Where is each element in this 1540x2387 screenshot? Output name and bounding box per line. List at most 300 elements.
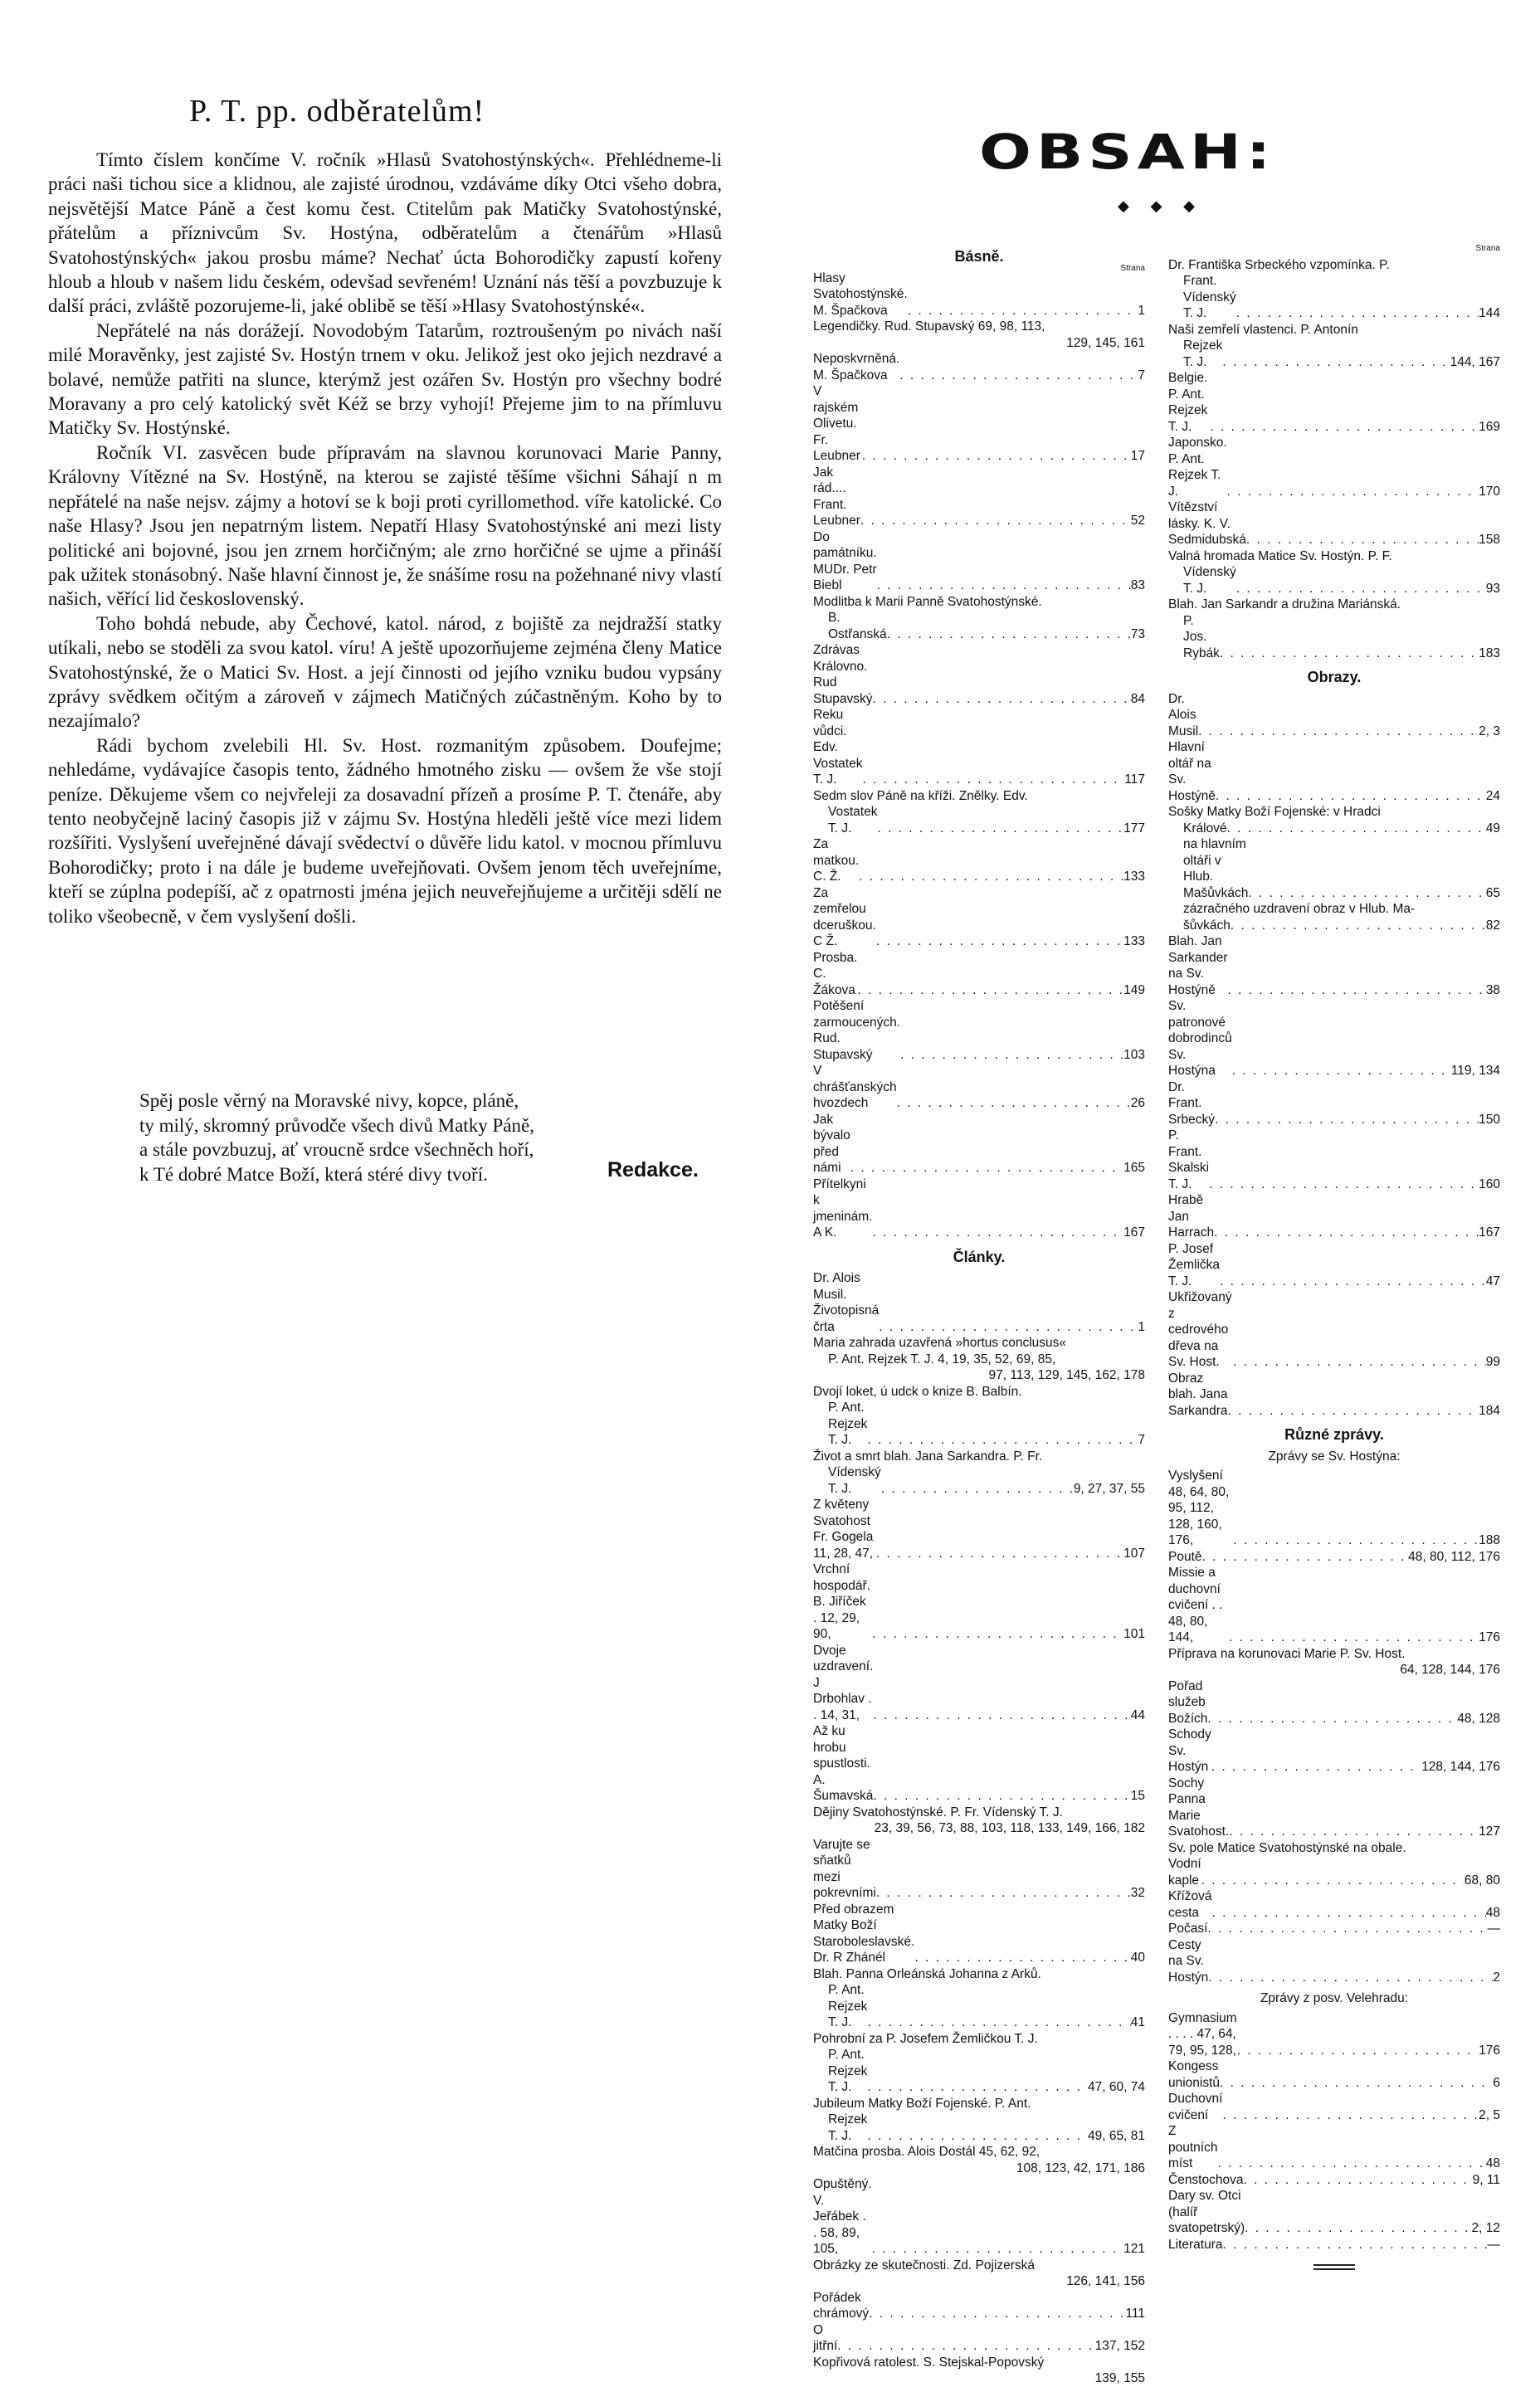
toc-entry-title: Křížová cesta (1168, 1889, 1212, 1920)
toc-entry (813, 1982, 1145, 2031)
toc-entry-title: Jak bývalo před námi (813, 1112, 850, 1175)
toc-page-number: 176 (1479, 2043, 1500, 2058)
toc-entry-title: Sedm slov Páně na kříži. Znělky. Edv. (813, 788, 1028, 803)
leader-dots (1232, 1063, 1451, 1079)
leader-dots (867, 2014, 1130, 2031)
leader-dots (1207, 1921, 1487, 1937)
toc-entry (1168, 1727, 1500, 1776)
leader-dots (1222, 2107, 1479, 2124)
toc-entry (813, 1335, 1145, 1352)
toc-page-numbers: 97, 113, 129, 145, 162, 178 (988, 1368, 1145, 1382)
toc-entry (813, 1176, 1145, 1241)
toc-entry (1168, 338, 1500, 370)
closing-rule (1313, 2264, 1355, 2270)
toc-page-number: 117 (1124, 772, 1145, 787)
toc-page-number: — (1487, 2237, 1500, 2252)
toc-entry-title: Jubileum Matky Boží Fojenské. P. Ant. (813, 2096, 1031, 2111)
leader-dots (1233, 1354, 1486, 1371)
toc-entry-title: Hlasy Svatohostýnské. M. Špačkova (813, 270, 908, 318)
toc-entry (813, 1837, 1145, 1902)
leader-dots (867, 2128, 1088, 2145)
toc-page-number: 177 (1123, 821, 1145, 835)
toc-page-number: 111 (1125, 2307, 1145, 2321)
toc-page-number: 128, 144, 176 (1421, 1760, 1500, 1774)
leader-dots (850, 1160, 1123, 1176)
toc-entry (813, 1561, 1145, 1643)
leader-dots (1248, 885, 1485, 902)
toc-page-number: 2, 5 (1479, 2107, 1500, 2122)
toc-entry (1168, 2172, 1500, 2189)
leader-dots (837, 2338, 1094, 2355)
toc-entry-title: Do památníku. MUDr. Petr Biebl (813, 529, 877, 592)
leader-dots (873, 1225, 1124, 1241)
toc-entry (1168, 1468, 1500, 1549)
leader-dots (1215, 1112, 1479, 1128)
leader-dots (1209, 1176, 1479, 1193)
toc-entry-title: Potěšení zarmoucených. Rud. Stupavský (813, 999, 901, 1062)
toc-entry-title: Prosba. C. Žákova (813, 950, 858, 997)
toc-entry (813, 2258, 1145, 2274)
toc-entry (1168, 739, 1500, 804)
leader-dots (873, 1788, 1130, 1805)
toc-page-number: 93 (1485, 581, 1500, 596)
toc-entry-title: Život a smrt blah. Jana Sarkandra. P. Fr. (813, 1449, 1043, 1464)
toc-entry (813, 1270, 1145, 1335)
toc-entry-title: Před obrazem Matky Boží Staroboleslavské. Dr. R Zhánél (813, 1902, 915, 1965)
left-page (0, 0, 772, 1245)
toc-entry-title: Zdrávas Královno. Rud Stupavský (813, 643, 873, 706)
toc-page-number: 41 (1130, 2015, 1145, 2029)
toc-entry (813, 351, 1145, 383)
toc-page-number: 47 (1485, 1274, 1500, 1288)
leader-dots (1202, 1549, 1409, 1566)
paragraph: Toho bohdá nebude, aby Čechové, katol. národ, z bojiště za nejdražší statky utíkali, nebo se stoděli za svou katol. víru! A ještě upozorňujeme zejména členy Matice Svatohostýnské, že o Matici Sv. Host. a její činnosti od jejího vzniku budou vypsány zprávy svědkem očitým a zároveň v zájmech Matičných zúčastněným. Koho by to nezajímalo? (48, 612, 722, 732)
toc-entry (1168, 613, 1500, 662)
toc-entry-title: Neposkvrněná. M. Špačkova (813, 352, 900, 382)
toc-page-number: 52 (1130, 514, 1145, 528)
toc-page-number: 65 (1485, 885, 1500, 900)
leader-dots (1208, 1970, 1493, 1986)
toc-entry (1168, 1678, 1500, 1727)
leader-dots (879, 1319, 1138, 1336)
toc-entry-title: P. Ant. Rejzek T. J. (828, 2048, 868, 2094)
toc-page-number: 2, 3 (1479, 723, 1500, 738)
toc-page-number: 165 (1123, 1161, 1145, 1175)
toc-entry (813, 465, 1145, 529)
toc-page-number: — (1487, 1922, 1500, 1936)
leader-dots (862, 772, 1124, 788)
leader-dots (1243, 2172, 1472, 2189)
toc-page-number: 101 (1123, 1627, 1145, 1641)
toc-entry (1168, 548, 1500, 565)
toc-entry-title: Hlavní oltář na Sv. Hostýně (1168, 740, 1216, 803)
leader-dots (1246, 532, 1479, 548)
news-list (1168, 1468, 1500, 1985)
toc-entry-title: Rejzek T. J. (1183, 339, 1223, 369)
toc-entry (813, 1723, 1145, 1805)
leader-dots (859, 869, 1123, 885)
toc-entry (1168, 2010, 1500, 2059)
toc-entry (813, 2290, 1145, 2322)
toc-entry (1168, 918, 1500, 934)
leader-dots (1201, 1873, 1464, 1889)
toc-page-number: 103 (1123, 1047, 1145, 1062)
toc-page-number: 83 (1130, 578, 1145, 592)
toc-entry (813, 270, 1145, 319)
toc-entry-title: Sv. pole Matice Svatohostýnské na obale. (1168, 1840, 1406, 1855)
leader-dots (1228, 1403, 1479, 1420)
toc-page-number: 48 (1485, 1905, 1500, 1920)
toc-page-number: 99 (1485, 1355, 1500, 1369)
contents-title: OBSAH: (979, 124, 1276, 181)
toc-entry (813, 1352, 1145, 1368)
leader-dots (1237, 2043, 1479, 2059)
toc-entry (1168, 2188, 1500, 2237)
toc-page-number: 40 (1130, 1951, 1145, 1965)
toc-entry-title: Dvojí loket, ú udck o knize B. Balbín. (813, 1384, 1022, 1399)
toc-entry-title: Japonsko. P. Ant. Rejzek T. J. (1168, 436, 1227, 499)
toc-page-number: 144 (1479, 306, 1500, 320)
toc-page-number: 48, 80, 112, 176 (1408, 1549, 1500, 1564)
toc-entry-title: Počasí (1168, 1922, 1208, 1936)
toc-entry-title: O jitřní (813, 2322, 838, 2353)
toc-page-numbers: 129, 145, 161 (1066, 335, 1145, 350)
toc-entry (1168, 1921, 1500, 1937)
section-heading: Básně. Strana (813, 249, 1145, 265)
toc-page-number: 1 (1138, 1319, 1145, 1334)
leader-dots (1227, 484, 1479, 500)
subsection-heading: Zprávy z posv. Velehradu: (1260, 1991, 1409, 2005)
toc-entry-title: Dějiny Svatohostýnské. P. Fr. Vídenský T. J. (813, 1805, 1063, 1819)
toc-entry-title: B. Ostřanská (828, 611, 887, 641)
leader-dots (867, 2079, 1088, 2096)
toc-page-number: 49 (1485, 821, 1500, 835)
toc-entry (813, 383, 1145, 465)
toc-page-number: 144, 167 (1450, 354, 1500, 369)
toc-entry-title: Hrabě Jan Harrach (1168, 1193, 1215, 1240)
toc-page-number: 119, 134 (1450, 1064, 1500, 1078)
toc-entry-title: Dr. Alois Musil (1168, 691, 1199, 738)
leader-dots (1222, 354, 1450, 371)
toc-entry-title: Pohrobní za P. Josefem Žemličkou T. J. (813, 2031, 1038, 2046)
toc-entry (1168, 1856, 1500, 1888)
leader-dots (908, 303, 1138, 319)
toc-entry-title: Matčina prosba. Alois Dostál 45, 62, 92, (813, 2145, 1040, 2159)
leader-dots (1227, 821, 1486, 837)
toc-entry-title: Blah. Jan Sarkandr a družina Mariánská. (1168, 597, 1401, 611)
section-heading: Různé zprávy. (1284, 1426, 1384, 1443)
velehrad-news-list (1168, 2010, 1500, 2253)
toc-entry (813, 1400, 1145, 1449)
leader-dots (1228, 982, 1486, 999)
toc-page-number: 38 (1485, 982, 1500, 997)
leader-dots (900, 1047, 1123, 1064)
toc-page-number: 48, 128 (1457, 1711, 1500, 1726)
toc-entry-title: Vídenský T. J. (828, 1465, 881, 1496)
toc-page-number: 73 (1130, 626, 1145, 641)
toc-entry (1168, 1565, 1500, 1646)
toc-page-number: 160 (1479, 1176, 1500, 1191)
toc-entry (1168, 1646, 1500, 1663)
leader-dots (881, 1481, 1074, 1498)
toc-page-numbers: 64, 128, 144, 176 (1400, 1663, 1500, 1677)
toc-entry-title: Dary sv. Otci (halíř svatopetrský) (1168, 2189, 1245, 2235)
toc-page-number: 2 (1493, 1970, 1500, 1985)
toc-entry (813, 788, 1145, 805)
toc-entry (1168, 998, 1500, 1079)
toc-entry-title: Legendičky. Rud. Stupavský 69, 98, 113, (813, 319, 1045, 334)
leader-dots (1231, 918, 1486, 934)
toc-entry (813, 2096, 1145, 2112)
toc-entry-title: P. Jos. Rybák (1183, 613, 1220, 660)
toc-entry (1168, 564, 1500, 597)
toc-entry-title: Blah. Panna Orleánská Johanna z Arků. (813, 1966, 1041, 1981)
section-heading: Obrazy. (1307, 669, 1362, 685)
toc-page-number: 158 (1479, 533, 1500, 547)
poem (139, 1089, 679, 1186)
toc-entry-title: Modlitba k Marii Panně Svatohostýnské. (813, 594, 1042, 609)
toc-entry-title: V rajském Olivetu. Fr. Leubner (813, 384, 860, 463)
toc-entry (1168, 1128, 1500, 1192)
poem-line: Spěj posle věrný na Moravské nivy, kopce, pláně, (139, 1090, 519, 1111)
toc-entry-title: Dr. Alois Musil. Životopisná črta (813, 1271, 880, 1334)
toc-entry (813, 319, 1145, 335)
leader-dots (1217, 2156, 1485, 2172)
signature: Redakce. (607, 1158, 699, 1181)
toc-entry (813, 2031, 1145, 2048)
toc-entry-title: Blah. Jan Sarkander na Sv. Hostýně (1168, 934, 1228, 997)
toc-page-number: 188 (1479, 1533, 1500, 1547)
toc-page-number: 44 (1130, 1707, 1145, 1722)
toc-entry-title: Duchovní cvičení (1168, 2092, 1223, 2122)
toc-entry (813, 1063, 1145, 1112)
toc-entry-title: Z květeny Svatohost Fr. Gogela 11, 28, 47, (813, 1498, 874, 1561)
toc-entry-title: Vídenský T. J. (1183, 565, 1236, 596)
toc-entry (1168, 1241, 1500, 1290)
toc-entry-title: Vodní kaple (1168, 1857, 1201, 1888)
poem-line: ty milý, skromný průvodče všech divů Matky Páně, (139, 1114, 534, 1136)
leader-dots (877, 821, 1123, 837)
toc-entry (1168, 901, 1500, 918)
toc-entry (1168, 691, 1500, 740)
toc-entry-title: Pořádek chrámový (813, 2290, 870, 2321)
toc-page-number: 7 (1138, 1433, 1145, 1447)
leader-dots (862, 448, 1131, 465)
toc-entry (1168, 1888, 1500, 1921)
toc-entry-title: Čenstochova (1168, 2172, 1244, 2187)
toc-entry-title: Kopřivová ratolest. S. Stejskal-Popovský (813, 2355, 1045, 2370)
strana-label: Strana (1120, 264, 1145, 273)
toc-entry (1168, 273, 1500, 322)
toc-page-number: 32 (1130, 1886, 1145, 1900)
articles-list (813, 1270, 1145, 2387)
toc-entry (1168, 322, 1500, 339)
toc-entry (1168, 435, 1500, 499)
toc-entry (1168, 1937, 1500, 1986)
page-title: P. T. pp. odběratelům! (189, 94, 485, 129)
toc-page-number: 9, 27, 37, 55 (1073, 1481, 1145, 1496)
section-heading: Články. (953, 1248, 1006, 1265)
toc-page-number: 184 (1479, 1403, 1500, 1418)
toc-page-number: 133 (1123, 870, 1145, 884)
leader-dots (1212, 1905, 1486, 1922)
toc-page-number: 107 (1123, 1546, 1145, 1561)
toc-entry-title: Vyslyšení 48, 64, 80, 95, 112, 128, 160, 176, (1168, 1469, 1230, 1547)
toc-entry-title: Vrchní hospodář. B. Jiříček . 12, 29, 90, (813, 1562, 870, 1641)
contents-column-left (813, 241, 1145, 2387)
toc-entry-title: Obrázky ze skutečnosti. Zd. Pojizerská (813, 2258, 1036, 2273)
leader-dots (1210, 419, 1479, 436)
toc-entry (813, 529, 1145, 594)
toc-entry (813, 836, 1145, 885)
toc-entry (1168, 2058, 1500, 2091)
leader-dots (877, 577, 1131, 594)
paragraph: Ročník VI. zasvěcen bude přípravám na slavnou korunovaci Marie Panny, Královny Vítězné na Sv. Hostýně, na kterou se zajisté těšíme všichni Sáhají n m nepřátelé na naše nejsv. zájmy a hotoví se k boji proti cyrillomethod. víře katolické. Co naše Hlasy? Jsou jen nepatrným listem. Nepatří Hlasy Svatohostýnské ani mezi listy politické ani bojovné, jsou jen zrnem horčičným; ale zrno horčičné se ujme a přináší pak užitek stonásobný. Naše hlavní činnost je, že snášíme rosu na požehnané nivy vlastí našich, věřící lid československý. (48, 441, 722, 610)
leader-dots (1220, 645, 1479, 662)
toc-page-number: 127 (1479, 1824, 1500, 1839)
toc-entry-title: Opuštěný. V. Jeřábek . . 58, 89, 105, (813, 2177, 872, 2256)
leader-dots (872, 1626, 1123, 1643)
leader-dots (869, 2306, 1125, 2322)
toc-entry-title: Příprava na korunovaci Marie P. Sv. Host. (1168, 1646, 1406, 1661)
toc-entry-title: Valná hromada Matice Sv. Hostýn. P. F. (1168, 548, 1392, 563)
toc-entry-title: Dvoje uzdravení. J Drbohlav . . 14, 31, (813, 1643, 874, 1722)
toc-entry-title: šůvkách (1183, 918, 1231, 933)
leader-dots (857, 982, 1123, 999)
toc-entry (813, 2047, 1145, 2096)
paragraph: Rádi bychom zvelebili Hl. Sv. Host. rozmanitým způsobem. Doufejme; nehledáme, vydávajíce časopis tento, žádného hmotného zisku — ovšem že vše stojí peníze. Děkujeme všem co nejvřeleji za dosavadní přízeň a prosíme P. T. čtenáře, aby tento neobyčejně laciný časopis již v zájmu Sv. Hostýna hleděli ještě více mezi lidem rozšířiti. Vyslyšení uveřejněné dávají svědectví o důvěře lidu katol. v mocnou přímluvu Bohorodičky; proto i na dále je budeme uveřejňovati. Ovšem jenom těch uveřejníme, kteří se zúplna podepíší, ač z opatrnosti jména jejich neuveřejňujeme a určitěji sdělí ne toliko všeobecně, v čem vyslyšení došli. (48, 734, 722, 927)
toc-entry-title: P. Frant. Skalski T. J. (1168, 1128, 1210, 1191)
leader-dots (1236, 581, 1486, 597)
toc-page-number: 17 (1130, 449, 1145, 463)
toc-page-number: 7 (1138, 368, 1145, 382)
toc-entry-title: Cesty na Sv. Hostýn (1168, 1937, 1209, 1985)
toc-entry (813, 1384, 1145, 1401)
leader-dots (872, 2241, 1123, 2258)
toc-entry (813, 2112, 1145, 2144)
toc-entry (1168, 821, 1500, 837)
toc-page-number: 1 (1138, 303, 1145, 318)
toc-entry-title: Přítelkyni k jmeninám. A K. (813, 1176, 873, 1240)
leader-dots (1220, 1274, 1486, 1290)
toc-page-number: 6 (1493, 2075, 1500, 2090)
subsection-heading: Zprávy se Sv. Hostýna: (1268, 1449, 1401, 1464)
toc-entry-title: Dr. Frant. Srbecký (1168, 1079, 1215, 1127)
toc-entry-title: Pořad služeb Božích (1168, 1678, 1208, 1726)
toc-entry-title: Dr. Františka Srbeckého vzpomínka. P. (1168, 257, 1390, 272)
toc-page-number: 47, 60, 74 (1088, 2080, 1145, 2094)
leader-dots (1198, 723, 1479, 740)
toc-entry (813, 998, 1145, 1063)
leader-dots (914, 1950, 1130, 1966)
toc-entry (813, 610, 1145, 642)
toc-entry-title: P. Ant. Rejzek T. J. (828, 1983, 868, 2029)
toc-entry (813, 1497, 1145, 1561)
toc-page-number: 15 (1130, 1789, 1145, 1803)
poem-line: a stále povzbuzuj, ať vroucně srdce všechněch hoří, (139, 1139, 534, 1160)
leader-dots (860, 513, 1131, 529)
toc-entry-title: Schody Sv. Hostýn (1168, 1727, 1211, 1774)
leader-dots (897, 1095, 1131, 1112)
editorial-body (48, 148, 722, 928)
toc-entry-title: Vostatek T. J. (828, 805, 878, 835)
toc-entry (1168, 499, 1500, 548)
toc-page-number: 176 (1479, 1630, 1500, 1644)
toc-page-number: 24 (1485, 788, 1500, 803)
diamond-ornament-icon: ◆ ◆ ◆ (1118, 197, 1203, 215)
toc-page-numbers: 108, 123, 42, 171, 186 (1016, 2160, 1145, 2175)
toc-page-number: 2, 12 (1471, 2221, 1500, 2235)
toc-entry (813, 2355, 1145, 2371)
contents-column-right (1168, 241, 1500, 2270)
toc-page-numbers: 139, 155 (1094, 2371, 1145, 2385)
toc-entry (1168, 1549, 1500, 1566)
toc-entry-title: Gymnasium . . . . 47, 64, 79, 95, 128, (1168, 2010, 1237, 2058)
toc-entry-title: Belgie. P. Ant. Rejzek T. J. (1168, 371, 1208, 434)
toc-entry (813, 1449, 1145, 1465)
articles-list-continued (1168, 257, 1500, 662)
leader-dots (1214, 1225, 1479, 1241)
paragraph: Nepřátelé na nás dorážejí. Novodobým Tatarům, roztroušeným po nivách naší milé Moravěnky, jest zajisté Sv. Hostýn trnem v oku. Jelikož jest oko jejich nezdravé a bolavé, nemůže patřiti na slunce, kterýmž jest ozářen Sv. Hostýn pro všechny bodré Moravany a pro celý katolický svět Kéž se brzy vyhojí! Přejeme jim to na přímluvu Matičky Sv. Hostýnské. (48, 319, 722, 439)
toc-entry-title: V chrášťanských hvozdech (813, 1064, 897, 1110)
toc-entry-title: P. Josef Žemlička T. J. (1168, 1241, 1221, 1288)
toc-entry (813, 1643, 1145, 1724)
toc-entry-title: Maria zahrada uzavřená »hortus conclusus« (813, 1336, 1067, 1350)
paragraph: Tímto číslem končíme V. ročník »Hlasů Svatohostýnských«. Přehlédneme-li práci naši tichou sice a klidnou, ale zajisté úrodnou, vzdáváme díky Otci všeho dobra, nejsvětější Matce Páně a čest komu čest. Ctitelům pak Matičky Svatohostýnské, přátelům a příznivcům Sv. Hostýna, odběratelům a čtenářům »Hlasů Svatohostýnských« jakou prosbu máme? Nechať úcta Bohorodičky zapustí kořeny hloub a hloub v našem lidu českém, odevšad sevřeném! Uznání nás těší a povzbuzuje k další práci, zvláště pozorujeme-li, jaké oblibě se těší »Hlasy Svatohostýnské«. (48, 149, 722, 317)
leader-dots (876, 933, 1123, 950)
toc-entry (1168, 2123, 1500, 2172)
toc-entry (813, 1112, 1145, 1176)
toc-page-number: 48 (1485, 2156, 1500, 2170)
leader-dots (1233, 1532, 1479, 1549)
toc-entry (813, 950, 1145, 999)
leader-dots (873, 1707, 1130, 1724)
toc-entry (1168, 1840, 1500, 1857)
toc-page-number: 169 (1479, 419, 1500, 434)
poem-line: k Té dobré Matce Boží, která stéré divy tvoří. (139, 1163, 488, 1185)
leader-dots (867, 1432, 1138, 1449)
toc-page-number: 26 (1130, 1096, 1145, 1110)
toc-page-number: 137, 152 (1094, 2339, 1145, 2353)
toc-page-number: 84 (1130, 691, 1145, 706)
toc-entry (1168, 1289, 1500, 1371)
poems-list (813, 270, 1145, 1241)
toc-entry (813, 1966, 1145, 1983)
toc-entry (813, 642, 1145, 707)
toc-page-number: 149 (1123, 982, 1145, 997)
toc-entry (1168, 257, 1500, 274)
leader-dots (1216, 788, 1486, 805)
toc-page-numbers: 126, 141, 156 (1066, 2274, 1145, 2288)
toc-entry-title: Reku vůdci. Edv. Vostatek T. J. (813, 708, 863, 787)
leader-dots (876, 1546, 1123, 1562)
toc-page-number: 121 (1123, 2242, 1145, 2256)
leader-dots (887, 626, 1131, 643)
toc-page-number: 183 (1479, 645, 1500, 660)
toc-entry (813, 594, 1145, 611)
toc-entry (1168, 597, 1500, 613)
strana-label: Strana (1475, 244, 1500, 253)
leader-dots (1236, 305, 1479, 322)
toc-entry-title: P. Ant. Rejzek T. J. 4, 19, 35, 52, 69, 85, (828, 1352, 1056, 1366)
toc-entry-title: Ukřižovaný z cedrového dřeva na Sv. Host. (1168, 1290, 1232, 1369)
toc-entry (1168, 836, 1500, 901)
toc-entry (813, 2322, 1145, 2355)
toc-entry-title: Literatura (1168, 2237, 1223, 2252)
toc-entry (1168, 1371, 1500, 1420)
leader-dots (873, 691, 1131, 708)
toc-entry (1168, 370, 1500, 435)
